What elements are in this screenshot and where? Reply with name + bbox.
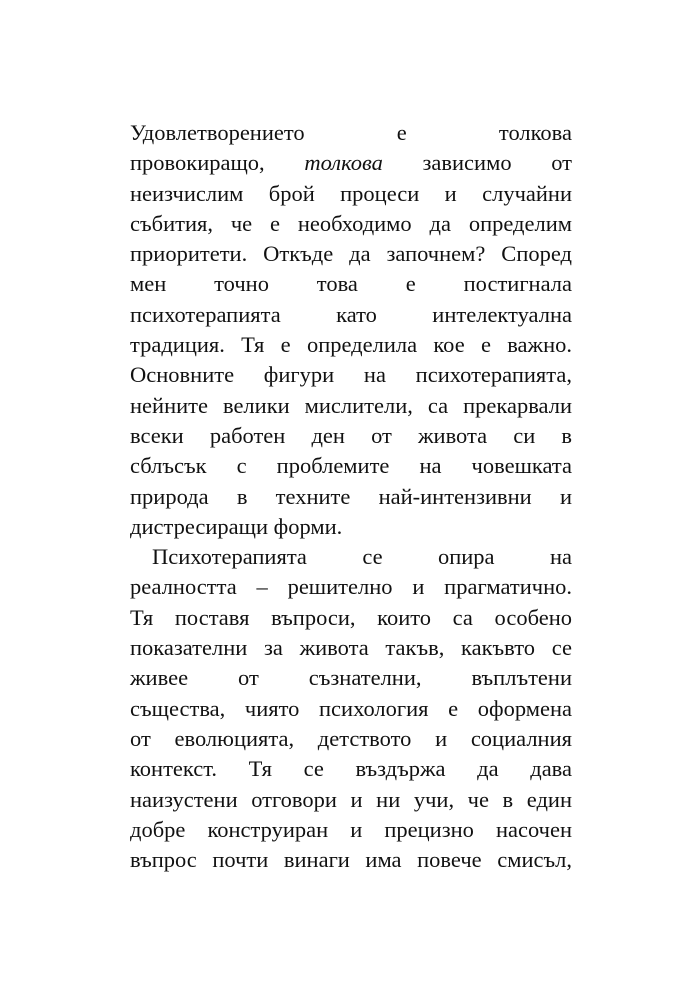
text-line: събития, че е необходимо да определим xyxy=(130,210,572,236)
text-line: въпрос почти винаги има повече смисъл, xyxy=(130,847,572,873)
text-line: всеки работен ден от живота си в xyxy=(130,422,572,448)
text-line: контекст. Тя се въздържа да дава xyxy=(130,756,572,782)
paragraph-2 xyxy=(130,542,572,875)
text-line: нейните велики мислители, са прекарвали xyxy=(130,392,572,418)
text-line: реалността – решително и прагматично. xyxy=(130,574,572,600)
italic-emphasis: толкова xyxy=(304,150,383,176)
text-line: приоритети. Откъде да започнем? Според xyxy=(130,241,572,267)
text-line: природа в техните най-интензивни и xyxy=(130,483,572,509)
text-line: Удовлетворението е толкова xyxy=(130,120,572,145)
text-line: традиция. Тя е определила кое е важно. xyxy=(130,332,572,358)
text-line: живее от съзнателни, въплътени xyxy=(130,665,572,691)
text-line: от еволюцията, детството и социалния xyxy=(130,725,572,751)
text-line: сблъсък с проблемите на човешката xyxy=(130,453,572,479)
text-line: Психотерапията се опира на xyxy=(152,544,572,570)
text-line: наизустени отговори и ни учи, че в един xyxy=(130,786,572,812)
text-line: психотерапията като интелектуална xyxy=(130,301,572,327)
text-line: същества, чиято психология е оформена xyxy=(130,695,572,721)
text-line: мен точно това е постигнала xyxy=(130,271,572,297)
paragraph-1 xyxy=(130,118,572,542)
text-line: дистресиращи форми. xyxy=(130,513,343,539)
text-line: Тя поставя въпроси, които са особено xyxy=(130,604,572,630)
text-line: показателни за живота такъв, какъвто се xyxy=(130,635,572,661)
text-line: Основните фигури на психотерапията, xyxy=(130,362,572,388)
body-text xyxy=(130,118,572,875)
text-line: неизчислим брой процеси и случайни xyxy=(130,180,572,206)
text-line: провокиращо, толкова зависимо от xyxy=(130,150,573,176)
text-line: добре конструиран и прецизно насочен xyxy=(130,816,572,842)
